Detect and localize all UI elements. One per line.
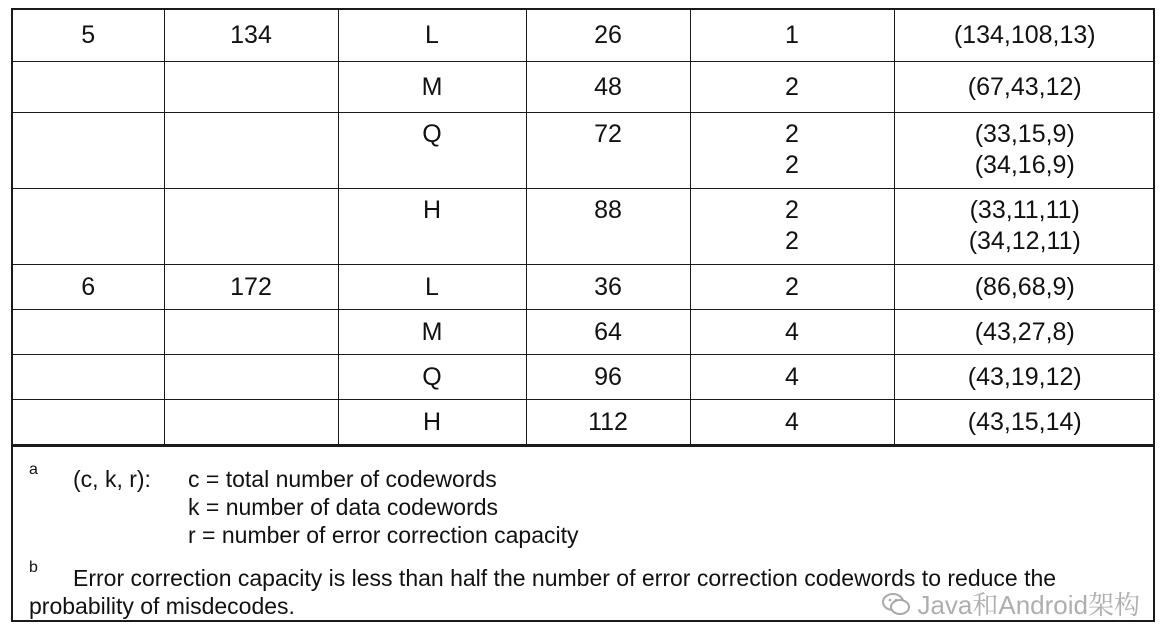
ckr-value: (33,11,11)	[969, 195, 1080, 224]
blocks-value: 4	[785, 317, 799, 346]
table-row	[13, 354, 1155, 399]
version-cell	[13, 399, 164, 444]
blocks-value: 4	[785, 362, 799, 391]
footnote-a-marker: a	[29, 460, 38, 478]
ckr-value: (134,108,13)	[953, 21, 1096, 49]
ec-level-cell: Q	[338, 112, 526, 188]
wechat-icon	[881, 591, 911, 617]
ckr-cell	[894, 399, 1155, 444]
ckr-cell	[894, 264, 1155, 309]
table-row	[13, 10, 1155, 61]
blocks-value: 2	[785, 272, 799, 301]
ec-codewords-cell: 64	[526, 309, 690, 354]
version-cell	[13, 354, 164, 399]
error-correction-table	[13, 10, 1155, 445]
ckr-cell	[894, 61, 1155, 112]
footnote-b-marker: b	[29, 558, 38, 576]
ckr-value: (86,68,9)	[974, 272, 1075, 301]
total-codewords-cell	[164, 112, 338, 188]
footnote-a-line-k: k = number of data codewords	[188, 493, 499, 520]
ec-level-cell: L	[338, 264, 526, 309]
ec-level-cell: H	[338, 399, 526, 444]
footnote-a-line-r: r = number of error correction capacity	[188, 521, 579, 548]
ckr-value: (67,43,12)	[967, 72, 1082, 101]
blocks-value: 2	[785, 72, 799, 101]
total-codewords-cell: 172	[164, 264, 338, 309]
table-row	[13, 112, 1155, 188]
ckr-value: (34,16,9)	[974, 150, 1075, 179]
ec-codewords-cell: 88	[526, 188, 690, 264]
ckr-value: (43,27,8)	[974, 317, 1075, 346]
version-cell	[13, 112, 164, 188]
ec-codewords-cell: 96	[526, 354, 690, 399]
version-cell: 6	[13, 264, 164, 309]
blocks-cell	[690, 10, 894, 61]
ckr-value: (33,15,9)	[974, 119, 1075, 148]
total-codewords-cell	[164, 309, 338, 354]
ec-level-cell: H	[338, 188, 526, 264]
ec-codewords-cell: 112	[526, 399, 690, 444]
ec-level-cell: M	[338, 61, 526, 112]
version-cell: 5	[13, 10, 164, 61]
ckr-cell	[894, 354, 1155, 399]
ec-codewords-cell: 72	[526, 112, 690, 188]
ckr-cell	[894, 309, 1155, 354]
version-cell	[13, 309, 164, 354]
ckr-cell	[894, 112, 1155, 188]
table-row	[13, 264, 1155, 309]
blocks-cell	[690, 61, 894, 112]
table-row	[13, 188, 1155, 264]
table-row	[13, 61, 1155, 112]
ec-level-cell: M	[338, 309, 526, 354]
blocks-value: 2	[785, 119, 799, 148]
footnote-a-prefix: (c, k, r):	[73, 465, 151, 492]
ec-codewords-cell: 48	[526, 61, 690, 112]
ec-codewords-cell: 26	[526, 10, 690, 61]
ec-level-cell: L	[338, 10, 526, 61]
blocks-cell	[690, 309, 894, 354]
ec-level-cell: Q	[338, 354, 526, 399]
blocks-value: 2	[785, 195, 799, 224]
blocks-value: 2	[785, 150, 799, 179]
watermark-text: Java和Android架构	[917, 590, 1140, 620]
watermark	[881, 585, 1140, 622]
blocks-value: 1	[785, 21, 799, 49]
ckr-value: (43,15,14)	[967, 407, 1082, 436]
total-codewords-cell	[164, 188, 338, 264]
total-codewords-cell	[164, 399, 338, 444]
ckr-value: (43,19,12)	[967, 362, 1082, 391]
blocks-cell	[690, 354, 894, 399]
ckr-cell	[894, 10, 1155, 61]
table-row	[13, 399, 1155, 444]
total-codewords-cell	[164, 61, 338, 112]
footnote-b-line2: probability of misdecodes.	[29, 592, 295, 619]
blocks-cell	[690, 399, 894, 444]
total-codewords-cell	[164, 354, 338, 399]
blocks-value: 4	[785, 407, 799, 436]
footnote-a-line-c: c = total number of codewords	[188, 465, 497, 492]
blocks-cell	[690, 188, 894, 264]
ckr-value: (34,12,11)	[968, 226, 1081, 255]
version-cell	[13, 188, 164, 264]
ckr-cell	[894, 188, 1155, 264]
blocks-cell	[690, 264, 894, 309]
document-table-frame	[11, 8, 1155, 622]
version-cell	[13, 61, 164, 112]
blocks-value: 2	[785, 226, 799, 255]
footnote-b-line1: Error correction capacity is less than half the number of error correction codewords to reduce the	[73, 564, 1057, 591]
blocks-cell	[690, 112, 894, 188]
ec-codewords-cell: 36	[526, 264, 690, 309]
table-row	[13, 309, 1155, 354]
total-codewords-cell: 134	[164, 10, 338, 61]
